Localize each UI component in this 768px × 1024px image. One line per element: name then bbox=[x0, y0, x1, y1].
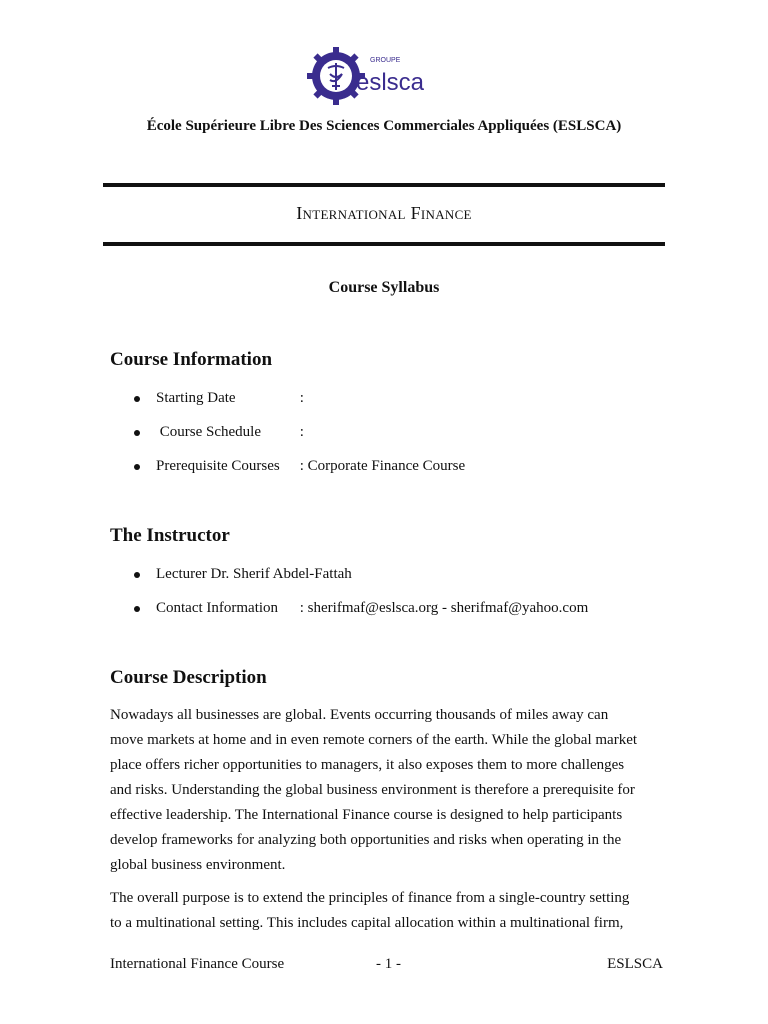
paragraph-line: effective leadership. The International Finance course is designed to help participants bbox=[110, 807, 623, 823]
description-paragraph-2 bbox=[110, 886, 670, 936]
info-label: Prerequisite Courses bbox=[156, 458, 280, 474]
paragraph-line: place offers richer opportunities to managers, it also exposes them to more challenges bbox=[110, 757, 625, 773]
info-label: Starting Date bbox=[156, 390, 236, 406]
list-item bbox=[110, 423, 465, 457]
eslsca-logo-graphic bbox=[306, 44, 442, 108]
eslsca-logo bbox=[306, 44, 442, 108]
course-description-heading: Course Description bbox=[110, 667, 267, 688]
page-number: - 1 - bbox=[376, 956, 401, 972]
info-value: : bbox=[299, 390, 304, 406]
bullet-icon bbox=[134, 430, 140, 436]
instructor-list bbox=[110, 565, 588, 633]
paragraph-line: develop frameworks for analyzing both opportunities and risks when operating in the bbox=[110, 832, 622, 848]
paragraph-line: Nowadays all businesses are global. Events occurring thousands of miles away can bbox=[110, 707, 609, 723]
bullet-icon bbox=[134, 606, 140, 612]
logo-group-text: GROUPE bbox=[370, 57, 401, 64]
paragraph-line: to a multinational setting. This includes capital allocation within a multinational firm, bbox=[110, 915, 624, 931]
info-label: Course Schedule bbox=[156, 424, 261, 440]
paragraph-line: and risks. Understanding the global business environment is therefore a prerequisite for bbox=[110, 782, 635, 798]
description-paragraph-1 bbox=[110, 703, 670, 878]
paragraph-line: move markets at home and in even remote corners of the earth. While the global market bbox=[110, 732, 638, 748]
info-value: : bbox=[299, 424, 304, 440]
paragraph-line: The overall purpose is to extend the principles of finance from a single-country setting bbox=[110, 890, 630, 906]
paragraph-line: global business environment. bbox=[110, 857, 286, 873]
list-item bbox=[110, 599, 588, 633]
lecturer-name: Lecturer Dr. Sherif Abdel-Fattah bbox=[156, 566, 352, 582]
course-information-heading: Course Information bbox=[110, 349, 273, 370]
top-divider bbox=[103, 183, 665, 187]
contact-emails: : sherifmaf@eslsca.org - sherifmaf@yahoo.com bbox=[299, 600, 589, 616]
bullet-icon bbox=[134, 572, 140, 578]
course-title: International Finance bbox=[296, 203, 472, 223]
bullet-icon bbox=[134, 464, 140, 470]
logo-brand-text: eslsca bbox=[356, 69, 425, 96]
course-information-list bbox=[110, 389, 465, 491]
footer-school: ESLSCA bbox=[607, 956, 663, 972]
syllabus-subtitle: Course Syllabus bbox=[328, 279, 440, 296]
info-label: Contact Information bbox=[156, 600, 279, 616]
list-item bbox=[110, 565, 588, 599]
school-name: École Supérieure Libre Des Sciences Commerciales Appliquées (ESLSCA) bbox=[146, 118, 622, 134]
bottom-divider bbox=[103, 242, 665, 246]
list-item bbox=[110, 457, 465, 491]
footer-course-name: International Finance Course bbox=[110, 956, 285, 972]
info-value: : Corporate Finance Course bbox=[299, 458, 466, 474]
bullet-icon bbox=[134, 396, 140, 402]
list-item bbox=[110, 389, 465, 423]
instructor-heading: The Instructor bbox=[110, 525, 230, 546]
